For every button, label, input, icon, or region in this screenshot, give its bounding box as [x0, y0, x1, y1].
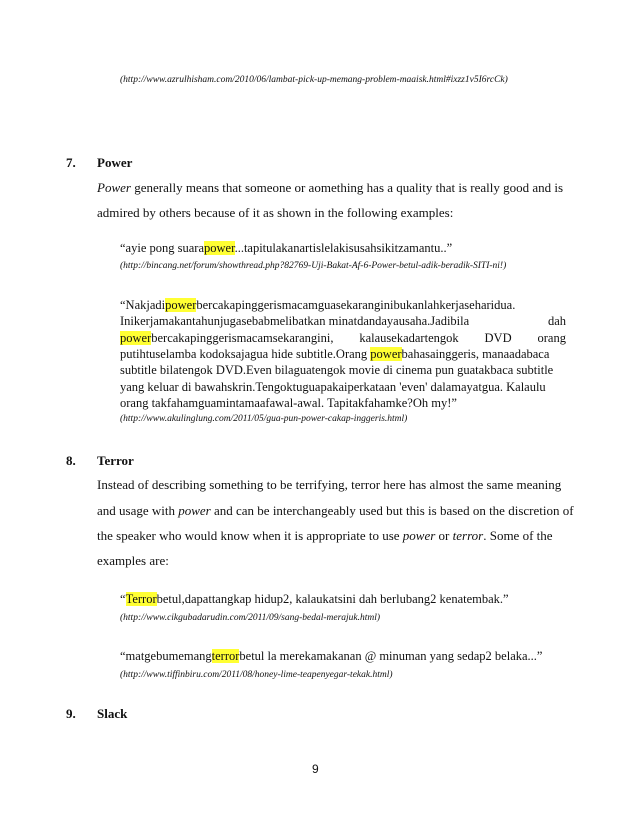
example-quote-line: powerbercakapinggerismacamsekarangini, kalausekadartengok DVD orang [120, 331, 566, 345]
highlighted-term: Terror [125, 592, 157, 606]
source-citation: (http://bincang.net/forum/showthread.php?82769-Uji-Bakat-Af-6-Power-betul-adik-beradik-SITI-ni!) [120, 261, 507, 271]
example-quote-line: yang keluar di bawahskrin.Tengoktuguapakaiperkataan 'even' dalamayatgua. Kalaulu [120, 380, 546, 394]
example-quote: “Terrorbetul,dapattangkap hidup2, kalaukatsini dah berlubang2 kenatembak.” [120, 592, 509, 606]
example-quote-line: putihtuselamba kodoksajagua hide subtitle.Orang powerbahasainggeris, manaadabaca [120, 347, 550, 361]
example-quote-line: Inikerjamakantahunjugasebabmelibatkan minatdandayausaha.Jadibila dah [120, 314, 566, 328]
source-citation: (http://www.azrulhisham.com/2010/06/lambat-pick-up-memang-problem-maaisk.html#ixzz1v5I6rcCk) [120, 75, 508, 85]
source-citation: (http://www.cikgubadarudin.com/2011/09/sang-bedal-merajuk.html) [120, 613, 381, 623]
highlighted-term: power [120, 331, 152, 345]
example-quote-line: subtitle bilatengok DVD.Even bilaguatengok movie di cinema pun guatakbaca subtitle [120, 363, 554, 377]
paragraph-line [97, 180, 563, 196]
section-title: Terror [97, 453, 134, 468]
source-citation: (http://www.tiffinbiru.com/2011/08/honey-lime-teapenyegar-tekak.html) [120, 670, 393, 680]
section-title: Slack [97, 706, 128, 721]
italic-term: power [178, 503, 211, 518]
paragraph-line: and usage with power and can be interchangeably used but this is based on the discretion of [97, 503, 574, 518]
highlighted-term: power [165, 298, 197, 312]
paragraph-line: the speaker who would know when it is appropriate to use power or terror. Some of the [97, 528, 553, 543]
section-title: Power [97, 155, 133, 170]
highlighted-term: power [204, 241, 235, 255]
section-number: 8. [66, 453, 76, 468]
paragraph-line: Instead of describing something to be terrifying, terror here has almost the same meaning [97, 477, 562, 492]
paragraph-line: examples are: [97, 553, 169, 568]
section-number: 9. [66, 706, 76, 721]
paragraph-line: admired by others because of it as shown in the following examples: [97, 205, 454, 220]
source-citation: (http://www.akulinglung.com/2011/05/gua-pun-power-cakap-inggeris.html) [120, 414, 408, 424]
example-quote: “ayie pong suarapower...tapitulakanartislelakisusahsikitzamantu..” [120, 241, 453, 255]
example-quote-line: orang takfahamguamintamaafawal-awal. Tapitakfahamke?Oh my!” [120, 396, 457, 410]
page-number: 9 [312, 762, 319, 776]
paragraph-text: generally means that someone or aomething has a quality that is really good and is [130, 180, 564, 195]
highlighted-term: terror [211, 649, 240, 663]
italic-term: Power [97, 180, 131, 195]
example-quote: “matgebumemangterrorbetul la merekamakanan @ minuman yang sedap2 belaka...” [120, 649, 543, 663]
section-number: 7. [66, 155, 76, 170]
example-quote-line: “Nakjadipowerbercakapinggerismacamguasekaranginibukanlahkerjaseharidua. [120, 298, 516, 312]
highlighted-term: power [370, 347, 402, 361]
italic-term: terror [452, 528, 484, 543]
italic-term: power [402, 528, 436, 543]
